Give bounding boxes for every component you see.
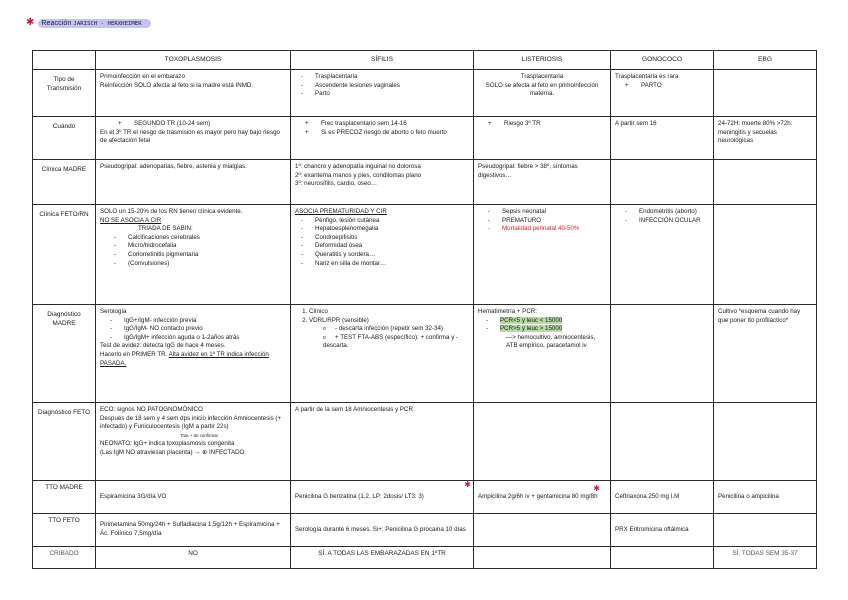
- cell-gono: [611, 403, 714, 481]
- title-label: Reacción: [41, 19, 72, 27]
- text-line: —> hemocultivo, amniocentesis, ATB empírico, paracetamol iv: [506, 333, 596, 350]
- text-line: Test de avidez: detecta IgG de hace 4 meses.: [100, 342, 226, 350]
- header-row: [33, 51, 817, 70]
- row-label: Diagnóstico FETO: [33, 403, 96, 481]
- cell-sifilis: SÍ. A TODAS LAS EMBARAZADAS EN 1ºTR: [291, 547, 474, 569]
- list-item: - Deformidad ósea: [301, 242, 469, 251]
- text-line: Primoinfección en el embarazo: [100, 73, 185, 80]
- text-line: Trasplacentaria es rara: [615, 73, 679, 80]
- list-item: - Pénfigo, lesión cutánea: [301, 217, 469, 226]
- text-line: (Las IgM NO atraviesan placenta): [100, 448, 193, 456]
- row-label: TTO MADRE: [33, 481, 96, 514]
- cell-toxo: NO: [96, 547, 291, 569]
- cell-toxo: [96, 305, 291, 403]
- text-line: Alta avidez en 1º TR indica infección PASADA.: [100, 350, 269, 367]
- cell-toxo: Pseudogripal: adenopatías, fiebre, astenia y mialgias.: [96, 160, 291, 205]
- text-line: TRIADA DE SABIN:: [138, 225, 193, 233]
- list-item: - Queratitis y sordera…: [301, 251, 469, 260]
- list-item: - IgG/IgM+ infección aguda o 1-2años atrás: [110, 334, 286, 343]
- text-line: NEONATO: IgG+ indica toxoplasmosis congenita: [100, 440, 235, 448]
- cell-sifilis: [291, 70, 474, 117]
- list-item: - IgG+/IgM- infección previa: [110, 317, 286, 326]
- cell-listeria: Pseudogripal: fiebre > 38º, síntomas digestivos…: [474, 160, 611, 205]
- col-header-sifilis: SÍFILIS: [291, 51, 474, 70]
- row-label: Diagnóstico MADRE: [33, 305, 96, 403]
- cell-toxo: [96, 70, 291, 117]
- title-name: JARISCH - HERXHEIMER: [73, 20, 142, 27]
- col-header-empty: [33, 51, 96, 70]
- handwritten-note: → ⊕ INFECTADO: [194, 448, 245, 456]
- cell-sifilis: [291, 117, 474, 160]
- cell-gono: [611, 205, 714, 305]
- infections-table: [32, 50, 817, 569]
- row-clinica-feto: [33, 205, 817, 305]
- star-icon: ✱: [464, 480, 471, 489]
- list-item: 1. Clínico: [309, 308, 469, 317]
- text-line: Hacerlo en PRIMER TR.: [100, 350, 168, 358]
- cell-listeria: [474, 547, 611, 569]
- cell-ebg: [714, 403, 817, 481]
- cell-sifilis: Serología durante 6 meses. Si+: Penicilina G procaina 10 días: [291, 514, 474, 547]
- cell-sifilis: [291, 160, 474, 205]
- list-item: + Riesgo 3º TR: [488, 120, 606, 129]
- cell-ebg: [714, 70, 817, 117]
- cell-listeria: [474, 481, 611, 514]
- text-line: SOLO un 15-20% de los RN tienen clínica evidente.: [100, 208, 243, 215]
- cell-toxo: [96, 117, 291, 160]
- col-header-ebg: EBG: [714, 51, 817, 70]
- cell-gono: [611, 160, 714, 205]
- row-label: Clínica FETO/RN: [33, 205, 96, 305]
- cell-gono: Ceftriaxona 250 mg I.M: [611, 481, 714, 514]
- list-item: [486, 325, 606, 334]
- list-item: - Endometritis (aborto): [625, 208, 709, 217]
- cell-gono: [611, 547, 714, 569]
- cell-ebg: Penicilina o ampicilina: [714, 481, 817, 514]
- cell-toxo: Espiramicina 3G/día VO: [96, 481, 291, 514]
- list-item: o - descarta infección (repetir sem 32-34): [323, 325, 469, 334]
- list-item: - Micro/hidrocefalia: [114, 242, 286, 251]
- list-item: + Frec trasplacentario sem 14-16: [305, 120, 469, 129]
- text-line: ECO: signos NO PATOGNOMÓNICO: [100, 406, 203, 413]
- col-header-listeriosis: LISTERIOSIS: [474, 51, 611, 70]
- list-item: - Calcificaciones cerebrales: [114, 234, 286, 243]
- cell-toxo: [96, 403, 291, 481]
- cell-sifilis: A partir de la sem 18 Amniocentesis y PCR: [291, 403, 474, 481]
- row-transmision: [33, 70, 817, 117]
- cell-listeria: [474, 117, 611, 160]
- text-line: NO SE ASOCIA A CIR: [100, 216, 162, 224]
- list-item: - PREMATURO: [488, 217, 606, 226]
- list-item: - Mortalidad perinatal 40-50%: [488, 225, 606, 234]
- text-line: En el 3º TR el riesgo de trasmisión es mayor pero hay bajo riesgo de afectación fetal: [100, 128, 280, 145]
- row-diag-feto: [33, 403, 817, 481]
- cell-gono: [611, 70, 714, 117]
- list-item: + SEGUNDO TR (10-24 sem): [118, 120, 286, 129]
- list-item: - INFECCIÓN OCULAR: [625, 217, 709, 226]
- row-label: CRIBADO: [33, 547, 96, 569]
- cell-gono: [611, 305, 714, 403]
- cell-gono: A partir sem 16: [611, 117, 714, 160]
- row-cribado: [33, 547, 817, 569]
- col-header-toxoplasmosis: TOXOPLASMOSIS: [96, 51, 291, 70]
- list-item: - Hepatoesplenomegalia: [301, 225, 469, 234]
- text-line: Hematimetría + PCR:: [478, 308, 537, 315]
- list-item: + PARTO: [625, 82, 709, 91]
- cell-sifilis: [291, 305, 474, 403]
- row-label: TTO FETO: [33, 514, 96, 547]
- cell-listeria: [474, 205, 611, 305]
- cell-listeria: [474, 514, 611, 547]
- cell-ebg: [714, 205, 817, 305]
- text-line: Trasplacentaria: [520, 73, 564, 80]
- list-item: + Si es PRECOZ riesgo de aborto o feto muerto: [305, 129, 469, 138]
- text-line: Penicilina G benzatina (1,2, LP: 2dosis/ LT3: 3): [295, 492, 424, 500]
- col-header-gonococo: GONOCOCO: [611, 51, 714, 70]
- cell-sifilis: [291, 205, 474, 305]
- list-item: [309, 317, 469, 351]
- cell-listeria: [474, 403, 611, 481]
- title-header: [26, 18, 151, 28]
- text-line: Serología: [100, 308, 127, 315]
- cell-ebg: SÍ. TODAS SEM 35-37: [714, 547, 817, 569]
- list-item: - Nariz en silla de montar…: [301, 260, 469, 269]
- text-line: Después de 18 sem y 4 sem dps inicio infección Amniocentesis (+ infectado) y Funiculocentesis (IgM a partir 22s): [100, 414, 282, 431]
- list-item: - (Convulsiones): [114, 260, 286, 269]
- row-label: Clínica MADRE: [33, 160, 96, 205]
- pcr-low-highlight: PCR<5 y leuc < 15000: [500, 316, 563, 324]
- cell-toxo: [96, 205, 291, 305]
- list-item: - IgG/IgM- NO contacto previo: [110, 325, 286, 334]
- text-line: 1º: chancro y adenopatía inguinal no dolorosa: [295, 163, 421, 170]
- list-item: - Coriorretinitis pigmentaria: [114, 251, 286, 260]
- list-item: - Ascendente lesiones vaginales: [301, 82, 469, 91]
- handwritten-note: Tras + de confirmar: [180, 432, 219, 438]
- row-tto-madre: [33, 481, 817, 514]
- text-line: SOLO se afecta al feto en primoinfección materna.: [485, 81, 599, 98]
- cell-gono: PRX Eritromicina oftálmica: [611, 514, 714, 547]
- cell-sifilis: [291, 481, 474, 514]
- text-line: 2º: exantema manos y pies, condilomas plano: [295, 171, 422, 179]
- star-icon: ✱: [593, 484, 600, 493]
- cell-listeria: [474, 70, 611, 117]
- list-item: - Condroepifisitis: [301, 234, 469, 243]
- list-item: - Trasplacentaria: [301, 73, 469, 82]
- text-line: 3º: neurosífilis, cardio, oseo…: [295, 180, 378, 188]
- list-item: - Parto: [301, 90, 469, 99]
- row-clinica-madre: [33, 160, 817, 205]
- list-item: o + TEST FTA-ABS (específico): + confirma y - descarta.: [323, 334, 469, 351]
- pcr-high-highlight: PCR>5 y leuc > 15000: [500, 325, 563, 333]
- row-label: Cuándo: [33, 117, 96, 160]
- text-line: VDRL/RPR (sensible): [309, 316, 369, 324]
- cell-toxo: Pirimetamina 50mg/24h + Sulfadiacina 1,5g/12h + Espiramicina + Ác. Folínico 7,5mg/día: [96, 514, 291, 547]
- row-cuando: [33, 117, 817, 160]
- cell-listeria: [474, 305, 611, 403]
- text-line: Ampicilina 2g/6h iv + gentamicina 80 mg/8h: [478, 492, 598, 500]
- title-highlight: [38, 19, 150, 28]
- list-item: [486, 317, 606, 326]
- row-tto-feto: [33, 514, 817, 547]
- star-icon: ✱: [26, 17, 35, 28]
- text-line: ASOCIA PREMATURIDAD Y CIR: [295, 208, 387, 215]
- cell-ebg: 24-72H: muerte 80% >72h: meningitis y secuelas neurológicas: [714, 117, 817, 160]
- text-line: Reinfección SOLO afecta al feto si la madre está INMD.: [100, 81, 254, 89]
- row-label: Tipo de Transmisión: [33, 70, 96, 117]
- cell-ebg: Cultivo *esquema cuando hay que poner tto profiláctico*: [714, 305, 817, 403]
- cell-ebg: [714, 160, 817, 205]
- row-diag-madre: [33, 305, 817, 403]
- cell-ebg: [714, 514, 817, 547]
- list-item: - Sepsis neonatal: [488, 208, 606, 217]
